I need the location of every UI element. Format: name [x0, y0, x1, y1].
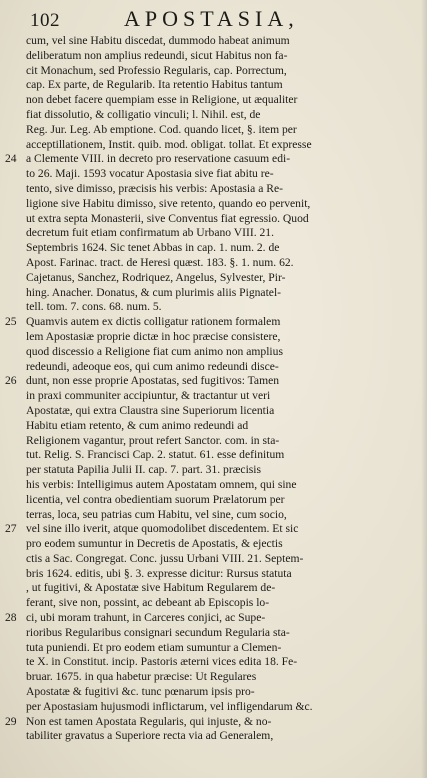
- text-line: [4, 448, 423, 463]
- line-text: to 26. Maji. 1593 vocatur Apostasia sive fiat abitu re-: [26, 167, 274, 181]
- line-text: in praxi communiter accipiuntur, & tractantur ut veri: [26, 389, 271, 403]
- text-line: [4, 626, 423, 641]
- line-text: redeundi, adeoque eos, qui cum animo redeundi disce-: [26, 359, 279, 373]
- line-text: Non est tamen Apostata Regularis, qui injuste, & no-: [26, 714, 272, 728]
- line-text: bris 1624. editis, ubi §. 3. expresse dicitur: Rursus statuta: [26, 566, 292, 580]
- line-text: cum, vel sine Habitu discedat, dummodo habeat animum: [26, 34, 290, 47]
- line-text: dunt, non esse proprie Apostatas, sed fugitivos: Tamen: [26, 374, 280, 388]
- text-line: [4, 78, 423, 93]
- paragraph-number: 26: [5, 374, 17, 388]
- line-text: hing. Anacher. Donatus, & cum plurimis aliis Pignatel-: [26, 285, 282, 299]
- line-text: te X. in Constitut. incip. Pastoris æterni vices edita 18. Fe-: [26, 655, 298, 669]
- page-number: 102: [30, 10, 60, 31]
- line-text: lem Apostasiæ proprie dictæ in hoc præcise consistere,: [26, 329, 281, 343]
- line-text: Quamvis autem ex dictis colligatur rationem formalem: [26, 315, 281, 329]
- line-text: cap. Ex parte, de Regularib. Ita retentio Habitus tantum: [26, 78, 283, 92]
- text-line: [4, 463, 423, 478]
- line-text: Reg. Jur. Leg. Ab emptione. Cod. quando licet, §. item per: [26, 122, 297, 136]
- line-text: Habitu etiam retento, & cum animo redeundi ad: [26, 418, 249, 432]
- line-text: Apost. Farinac. tract. de Heresi quæst. 183. §. 1. num. 62.: [26, 255, 294, 269]
- line-text: Septembris 1624. Sic tenet Abbas in cap. 1. num. 2. de: [26, 241, 280, 255]
- page-header: [4, 6, 423, 36]
- text-line: [4, 108, 423, 123]
- text-line: [4, 300, 423, 315]
- text-line: [4, 685, 423, 700]
- paragraph-number: 28: [5, 611, 17, 625]
- line-text: Religionem vagantur, prout refert Sanctor. com. in sta-: [26, 433, 280, 447]
- line-text: deliberatum non amplius redeundi, sicut Habitus non fa-: [26, 48, 288, 62]
- line-text: fiat dissolutio, & colligatio vinculi; l. Nihil. est, de: [26, 107, 261, 121]
- running-head: APOSTASIA,: [124, 6, 299, 31]
- line-text: acceptillationem, Instit. quib. mod. obligat. tollat. Et expresse: [26, 137, 312, 151]
- text-line: [4, 655, 423, 670]
- line-text: per Apostasiam hujusmodi inflictarum, vel infligendarum &c.: [26, 699, 313, 713]
- line-text: licentia, vel contra obedientiam suorum Prælatorum per: [26, 492, 285, 506]
- line-text: tabiliter gravatus a Superiore recta via ad Generalem,: [26, 729, 274, 743]
- text-line: [4, 345, 423, 360]
- line-text: ci, ubi moram trahunt, in Carceres conjici, ac Supe-: [26, 611, 266, 625]
- text-line: [4, 493, 423, 508]
- paragraph-number: 25: [5, 315, 17, 329]
- text-line: [4, 522, 423, 537]
- text-line: [4, 508, 423, 523]
- line-text: cit Monachum, sed Professio Regularis, cap. Porrectum,: [26, 63, 287, 77]
- text-line: [4, 670, 423, 685]
- line-text: tell. tom. 7. cons. 68. num. 5.: [26, 300, 162, 314]
- text-line: [4, 212, 423, 227]
- line-text: quod discessio a Religione fiat cum animo non amplius: [26, 344, 283, 358]
- line-text: , ut fugitivi, & Apostatæ sive Habitum Regularem de-: [26, 581, 276, 595]
- line-text: ferant, sive non, possint, ac debeant ab Episcopis lo-: [26, 596, 270, 610]
- text-line: [4, 138, 423, 153]
- paragraph-number: 27: [5, 522, 17, 536]
- text-line: [4, 419, 423, 434]
- line-text: vel sine illo iverit, atque quomodolibet discedentem. Et sic: [26, 522, 299, 536]
- line-text: Cajetanus, Sanchez, Rodriquez, Angelus, Sylvester, Pir-: [26, 270, 286, 284]
- text-line: [4, 389, 423, 404]
- text-line: [4, 315, 423, 330]
- line-text: rioribus Regularibus consignari secundum Regularia sta-: [26, 625, 290, 639]
- line-text: ctis a Sac. Congregat. Conc. jussu Urbani VIII. 21. Septem-: [26, 551, 304, 565]
- text-line: [4, 700, 423, 715]
- text-line: [4, 226, 423, 241]
- text-line: [4, 93, 423, 108]
- text-line: [4, 286, 423, 301]
- line-text: his verbis: Intelligimus autem Apostatam omnem, qui sine: [26, 477, 297, 491]
- line-text: Apostatæ & fugitivi &c. tunc pœnarum ipsis pro-: [26, 685, 255, 699]
- text-line: [4, 552, 423, 567]
- text-line: [4, 611, 423, 626]
- text-line: [4, 581, 423, 596]
- text-line: [4, 729, 423, 744]
- text-line: [4, 360, 423, 375]
- line-text: pro eodem sumuntur in Decretis de Apostatis, & ejectis: [26, 537, 283, 551]
- line-text: a Clemente VIII. in decreto pro reservatione casuum edi-: [26, 152, 291, 166]
- text-line: [4, 434, 423, 449]
- text-line: [4, 34, 423, 49]
- paragraph-number: 24: [5, 152, 17, 166]
- line-text: bruar. 1675. in qua habetur præcise: Ut Regulares: [26, 670, 257, 684]
- text-body: [4, 34, 423, 744]
- text-line: [4, 404, 423, 419]
- line-text: terras, loca, seu patrias cum Habitu, vel sine, cum socio,: [26, 507, 287, 521]
- text-line: [4, 330, 423, 345]
- line-text: decretum fuit etiam confirmatum ab Urbano VIII. 21.: [26, 226, 275, 240]
- line-text: non debet facere quempiam esse in Religione, ut æqualiter: [26, 93, 298, 107]
- paragraph-number: 29: [5, 714, 17, 728]
- text-line: [4, 49, 423, 64]
- text-line: [4, 167, 423, 182]
- text-line: [4, 641, 423, 656]
- text-line: [4, 567, 423, 582]
- text-line: [4, 241, 423, 256]
- text-line: [4, 197, 423, 212]
- text-line: [4, 123, 423, 138]
- line-text: ut extra septa Monasterii, sive Conventus fiat egressio. Quod: [26, 211, 309, 225]
- text-line: [4, 256, 423, 271]
- text-line: [4, 478, 423, 493]
- text-line: [4, 152, 423, 167]
- text-line: [4, 271, 423, 286]
- line-text: tento, sive dimisso, præcisis his verbis: Apostasia a Re-: [26, 181, 283, 195]
- text-line: [4, 596, 423, 611]
- text-line: [4, 715, 423, 730]
- text-line: [4, 537, 423, 552]
- line-text: per statuta Papilia Julii II. cap. 7. part. 31. præcisis: [26, 463, 262, 477]
- text-line: [4, 374, 423, 389]
- text-line: [4, 64, 423, 79]
- line-text: ligione sive Habitu dimisso, sive retento, quando eo pervenit,: [26, 196, 311, 210]
- line-text: tuta puniendi. Et pro eodem etiam sumuntur a Clemen-: [26, 640, 282, 654]
- line-text: Apostatæ, qui extra Claustra sine Superiorum licentia: [26, 403, 275, 417]
- line-text: tut. Relig. S. Francisci Cap. 2. statut. 61. esse definitum: [26, 448, 285, 462]
- text-line: [4, 182, 423, 197]
